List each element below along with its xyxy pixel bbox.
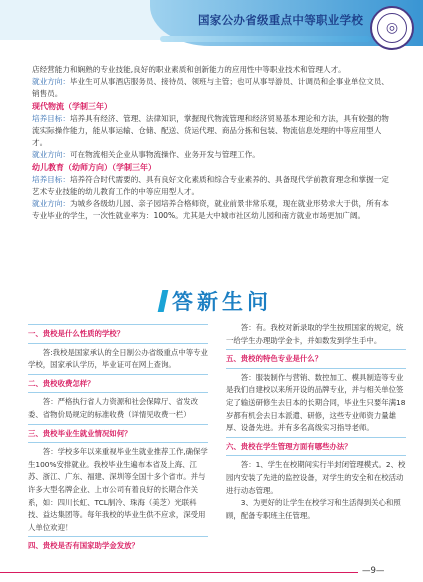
header-wave-stripe: [160, 36, 370, 42]
faq-question-4: 四、贵校是否有国家助学金发放？: [28, 541, 139, 551]
employment-text: 毕业生可从事酒店服务员、接待员、领班与主管；也可从事导游员、计调员和企事业单位文员、销售员。: [32, 77, 389, 99]
faq-answer-1: 答:我校是国家承认的全日制公办省级重点中等专业学校，国家承认学历，毕业证可在网上查询。: [28, 347, 208, 370]
employment-paragraph-1: [32, 76, 392, 100]
faq-question-6: 六、贵校在学生管理方面有哪些办法？: [226, 441, 352, 451]
faq-right-column: [226, 322, 406, 522]
employment-text: 可在物流相关企业从事物流操作、业务开发与管理工作。: [69, 150, 260, 160]
divider: [28, 536, 208, 537]
divider: [28, 343, 208, 344]
faq-answer-6a: 答：1、学生在校期间实行半封闭管理模式。2、校园内安装了先进的监控设备，对学生的安全和在校活动进行动态管理。: [226, 460, 406, 495]
divider: [28, 324, 208, 325]
divider: [28, 442, 208, 443]
divider: [226, 455, 406, 456]
divider: [28, 424, 208, 425]
faq-banner-title: 答新生问: [172, 290, 272, 314]
divider: [28, 392, 208, 393]
goal-paragraph-3: [32, 174, 392, 198]
faq-answer-5: 答：服装制作与营销、数控加工、模具制造等专业是我们自建校以来所开设的品牌专业，并与相关单位签定了输送研修生去日本的长期合同，毕业生只要年满18岁都有机会去日本派遣、研修，这些专业师资力量雄厚、设备先进。并有多名高级实习指导老师。: [226, 372, 406, 433]
employment-paragraph-3: [32, 198, 392, 222]
faq-answer-2: 答：严格执行省人力资源和社会保障厅、省发改委、省物价局规定的标准收费（详情见收费一栏）: [28, 397, 199, 419]
major-title-logistics: 现代物流（学制三年）: [32, 101, 112, 111]
divider: [226, 437, 406, 438]
goal-label: 培养目标：: [32, 113, 70, 123]
faq-answer-6b: 3、为更好的让学生在校学习和生活得到关心和照顾，配备专职班主任管理。: [226, 498, 401, 520]
intro-text: 店经营能力和娴熟的专业技能,良好的职业素质和创新能力的应用性中等职业技术和管理人才。: [32, 65, 346, 74]
employment-paragraph-2: [32, 149, 392, 161]
faq-banner: [160, 286, 272, 316]
employment-label: 就业方向：: [32, 77, 70, 87]
banner-accent-icon: [158, 290, 169, 312]
goal-paragraph-2: [32, 113, 392, 150]
divider: [28, 374, 208, 375]
divider: [226, 368, 406, 369]
goal-text: 培养具有经济、管理、法律知识，掌握现代物流管理和经济贸易基本理论和方法，具有较强的物流实际操作能力，能从事运输、仓储、配送、货运代理、商品分拣和包装、物流信息处理的中等应用型人才。: [32, 113, 389, 148]
faq-question-1: 一、贵校是什么性质的学校？: [28, 329, 125, 338]
faq-left-column: [28, 322, 208, 553]
faq-question-2: 二、贵校收费怎样？: [28, 378, 95, 388]
footer-rule: [0, 572, 358, 573]
logo-emblem-icon: ◎: [377, 13, 407, 43]
employment-text: 为城乡各级幼儿园、亲子园培养合格师资，就业前景非常乐观，现在就业形势求大于供，所有本专业毕业的学生，一次性就业率为：100%。尤其是大中城市社区幼儿园和南方就业市场更加广阔。: [32, 199, 389, 221]
page-header: [0, 0, 423, 62]
faq-question-3: 三、贵校毕业生就业情况如何？: [28, 428, 132, 438]
school-logo: [370, 6, 414, 50]
goal-label: 培养目标：: [32, 174, 70, 184]
school-title: 国家公办省级重点中等职业学校: [198, 13, 364, 27]
faq-question-5: 五、贵校的特色专业是什么？: [226, 354, 323, 364]
employment-label: 就业方向：: [32, 199, 70, 209]
majors-section: [32, 64, 392, 223]
faq-answer-3: 答：学校多年以来重视毕业生就业推荐工作,确保学生100%安排就业。我校毕业生遍布本省及上海、江苏、浙江、广东、福建、深圳等全国十多个省市。并与许多大型名牌企业、上市公司有着良好的长期合作关系，如：四川长虹、TCL制冷、珠海（美芝）光联科技、益达集团等。每年我校的毕业生供不应求，深受用人单位欢迎！: [28, 447, 208, 532]
goal-text: 培养符合时代需要的、具有良好文化素质和综合专业素养的、具备现代学前教育理念和掌握一定艺术专业技能的幼儿教育工作的中等应用型人才。: [32, 174, 389, 197]
major-title-preschool: 幼儿教育（幼师方向）（学制三年）: [32, 162, 156, 172]
employment-label: 就业方向：: [32, 150, 70, 160]
faq-answer-4: 答：有。我校对新录取的学生按照国家的规定，统一给学生办理助学金卡，并如数发到学生手中。: [226, 323, 404, 345]
divider: [226, 349, 406, 350]
page-number: —9—: [362, 566, 385, 576]
